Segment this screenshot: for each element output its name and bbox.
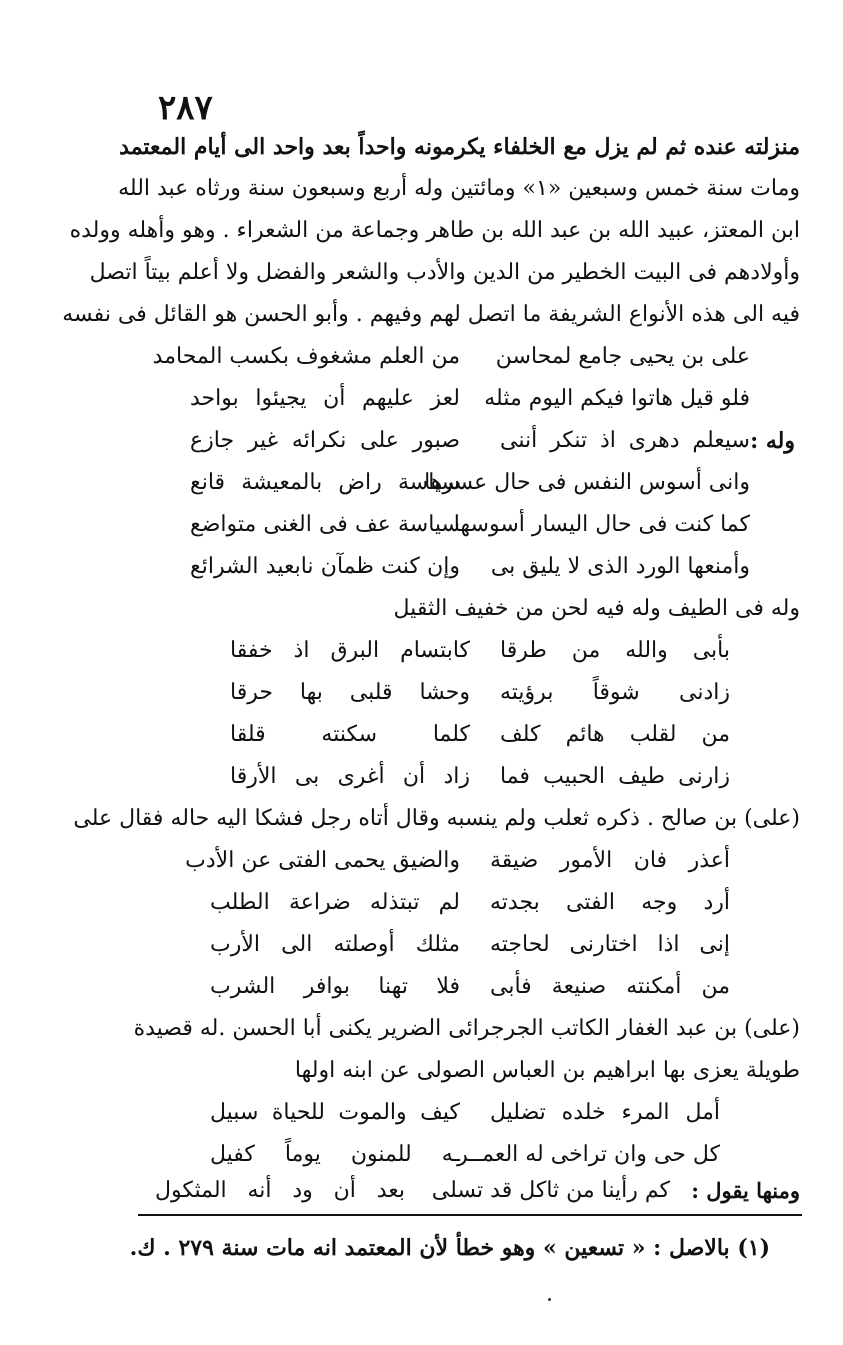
prose-line: منزلته عنده ثم لم يزل مع الخلفاء يكرمونه واحداً بعد واحد الى أيام المعتمد	[119, 134, 800, 160]
verse-first-hemistich: سيعلم دهرى اذ تنكر أننى	[500, 428, 750, 453]
page-number: ٢٨٧	[158, 88, 213, 128]
verse-second-hemistich: لعز عليهم أن يجيئوا بواحد	[190, 386, 460, 411]
verse-first-hemistich: من أمكنته صنيعة فأبى	[490, 974, 730, 999]
verse-first-hemistich: بأبى والله من طرقا	[500, 638, 730, 663]
verse-second-hemistich: ـه للمنون يوماً كفيل	[210, 1142, 460, 1167]
verse-second-hemistich: سياسة عف فى الغنى متواضع	[190, 512, 460, 537]
verse-first-hemistich: كل حى وان تراخى له العمــر	[457, 1142, 720, 1167]
verse-second-hemistich: وحشا قلبى بها حرقا	[230, 680, 470, 705]
verse-first-hemistich: أعذر فان الأمور ضيقة	[490, 848, 730, 873]
verse-second-hemistich: فلا تهنا بوافر الشرب	[210, 974, 460, 999]
verse-second-hemistich: والضيق يحمى الفتى عن الأدب	[185, 848, 460, 873]
verse-second-hemistich: لم تبتذله ضراعة الطلب	[210, 890, 460, 915]
verse-intro-label: وله :	[750, 428, 795, 454]
footnote-divider	[138, 1214, 802, 1216]
prose-line: وأولادهم فى البيت الخطير من الدين والأدب والشعر والفضل ولا أعلم بيتاً اتصل	[89, 260, 800, 285]
verse-first-hemistich: من لقلب هائم كلف	[500, 722, 730, 747]
verse-first-hemistich: وأمنعها الورد الذى لا يليق بى	[490, 554, 750, 579]
prose-line: ومات سنة خمس وسبعين «١» ومائتين وله أربع وسبعون سنة ورثاه عبد الله	[118, 176, 800, 201]
verse-first-hemistich: زارنى طيف الحبيب فما	[500, 764, 730, 789]
prose-line: طويلة يعزى بها ابراهيم بن العباس الصولى عن ابنه اولها	[294, 1058, 800, 1083]
verse-second-hemistich: كيف والموت للحياة سبيل	[210, 1100, 460, 1125]
prose-line: فيه الى هذه الأنواع الشريفة ما اتصل لهم وفيهم . وأبو الحسن هو القائل فى نفسه	[62, 302, 800, 327]
verse-first-hemistich: إنى اذا اختارنى لحاجته	[490, 932, 730, 957]
verse-first-hemistich: أمل المرء خلده تضليل	[490, 1100, 720, 1125]
verse-first-hemistich: كم رأينا من ثاكل قد تسلى	[431, 1178, 670, 1203]
ink-speck	[548, 1298, 551, 1301]
verse-first-hemistich: كما كنت فى حال اليسار أسوسها	[453, 512, 750, 537]
verse-first-hemistich: أرد وجه الفتى بجدته	[490, 890, 730, 915]
verse-first-hemistich: وانى أسوس النفس فى حال عسرها	[424, 470, 750, 495]
verse-first-hemistich: على بن يحيى جامع لمحاسن	[495, 344, 750, 369]
verse-second-hemistich: كلما سكنته قلقا	[230, 722, 470, 747]
verse-intro-label: ومنها يقول :	[691, 1178, 800, 1203]
verse-first-hemistich: زادنى شوقاً برؤيته	[500, 680, 730, 705]
verse-second-hemistich: وإن كنت ظمآن نابعيد الشرائع	[190, 554, 460, 579]
verse-second-hemistich: صبور على نكرائه غير جازع	[190, 428, 460, 453]
prose-line: (على) بن صالح . ذكره ثعلب ولم ينسبه وقال أتاه رجل فشكا اليه حاله فقال على	[73, 806, 800, 831]
verse-second-hemistich: مثلك أوصلته الى الأرب	[210, 932, 460, 957]
verse-second-hemistich: كابتسام البرق اذ خفقا	[230, 638, 470, 663]
verse-second-hemistich: زاد أن أغرى بى الأرقا	[230, 764, 470, 789]
prose-line: ابن المعتز، عبيد الله بن عبد الله بن طاهر وجماعة من الشعراء . وهو وأهله وولده	[69, 218, 800, 243]
footnote: (١) بالاصل : « تسعين » وهو خطأ لأن المعتمد انه مات سنة ٢٧٩ . ك.	[129, 1235, 770, 1261]
verse-second-hemistich: بعد أن ود أنه المثكول	[155, 1178, 405, 1203]
verse-second-hemistich: من العلم مشغوف بكسب المحامد	[152, 344, 460, 369]
verse-second-hemistich: سياسة راض بالمعيشة قانع	[190, 470, 460, 495]
prose-line: وله فى الطيف وله فيه لحن من خفيف الثقيل	[393, 596, 800, 621]
verse-first-hemistich: فلو قيل هاتوا فيكم اليوم مثله	[484, 386, 750, 411]
prose-line: (على) بن عبد الغفار الكاتب الجرجرائى الضرير يكنى أبا الحسن .له قصيدة	[133, 1016, 800, 1041]
